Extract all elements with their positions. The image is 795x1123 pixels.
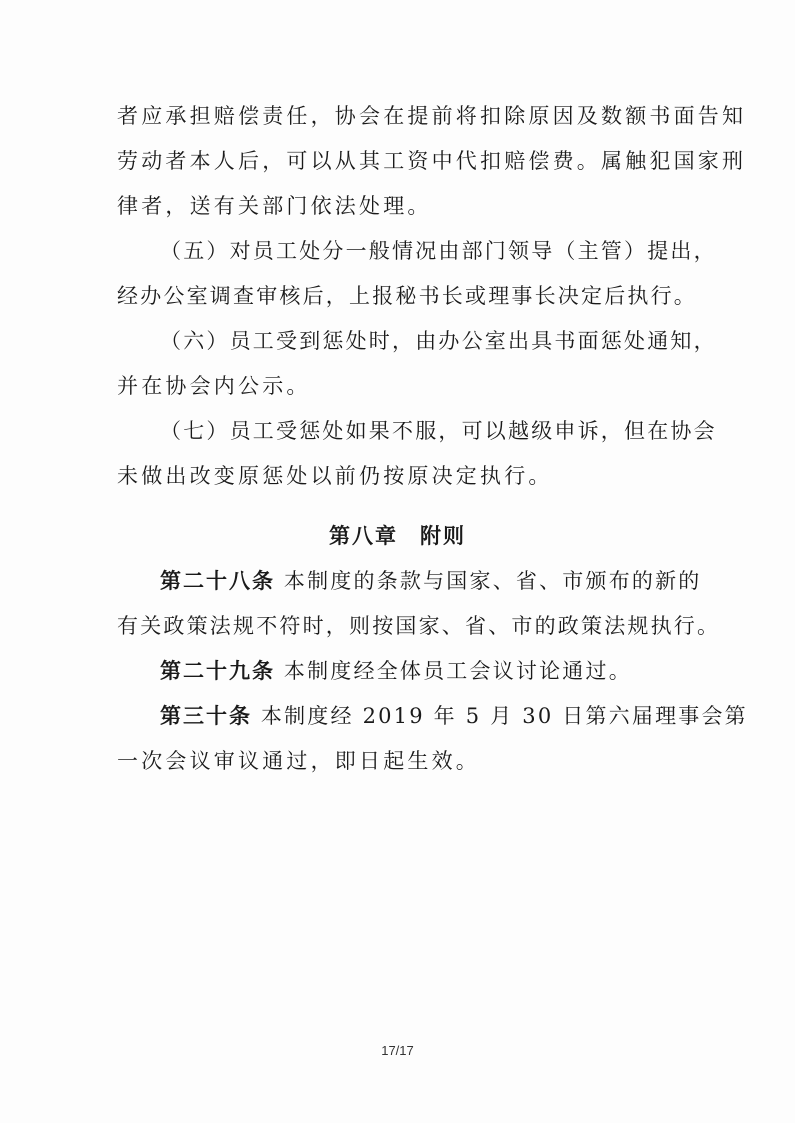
article-label: 第三十条	[160, 704, 252, 728]
article-label: 第二十九条	[160, 659, 275, 683]
article-text: 本制度的条款与国家、省、市颁布的新的	[283, 569, 702, 593]
paragraph-line: （六）员工受到惩处时，由办公室出具书面惩处通知，	[160, 329, 717, 353]
article-text: 本制度经 2019 年 5 月 30 日第六届理事会第	[260, 704, 748, 728]
article-text: 本制度经全体员工会议讨论通过。	[283, 659, 632, 683]
article-28	[0, 566, 795, 596]
article-29	[0, 656, 795, 686]
page-number: 17/17	[381, 1043, 414, 1058]
chapter-title: 附则	[420, 524, 466, 548]
paragraph-line: 劳动者本人后，可以从其工资中代扣赔偿费。属触犯国家刑	[117, 149, 747, 173]
chapter-number: 第八章	[329, 524, 398, 548]
paragraph-line: 并在协会内公示。	[117, 374, 311, 398]
article-30	[0, 701, 795, 731]
paragraph-line: 律者，送有关部门依法处理。	[117, 194, 432, 218]
paragraph-line: （五）对员工处分一般情况由部门领导（主管）提出，	[160, 239, 717, 263]
article-label: 第二十八条	[160, 569, 275, 593]
paragraph-line: 一次会议审议通过，即日起生效。	[117, 749, 480, 773]
paragraph-line: 有关政策法规不符时，则按国家、省、市的政策法规执行。	[117, 614, 721, 638]
paragraph-line: （七）员工受惩处如果不服，可以越级申诉，但在协会	[160, 419, 717, 443]
paragraph-line: 经办公室调查审核后，上报秘书长或理事长决定后执行。	[117, 284, 697, 308]
paragraph-line: 未做出改变原惩处以前仍按原决定执行。	[117, 464, 553, 488]
paragraph-line: 者应承担赔偿责任，协会在提前将扣除原因及数额书面告知	[117, 104, 747, 128]
chapter-heading	[0, 521, 795, 551]
